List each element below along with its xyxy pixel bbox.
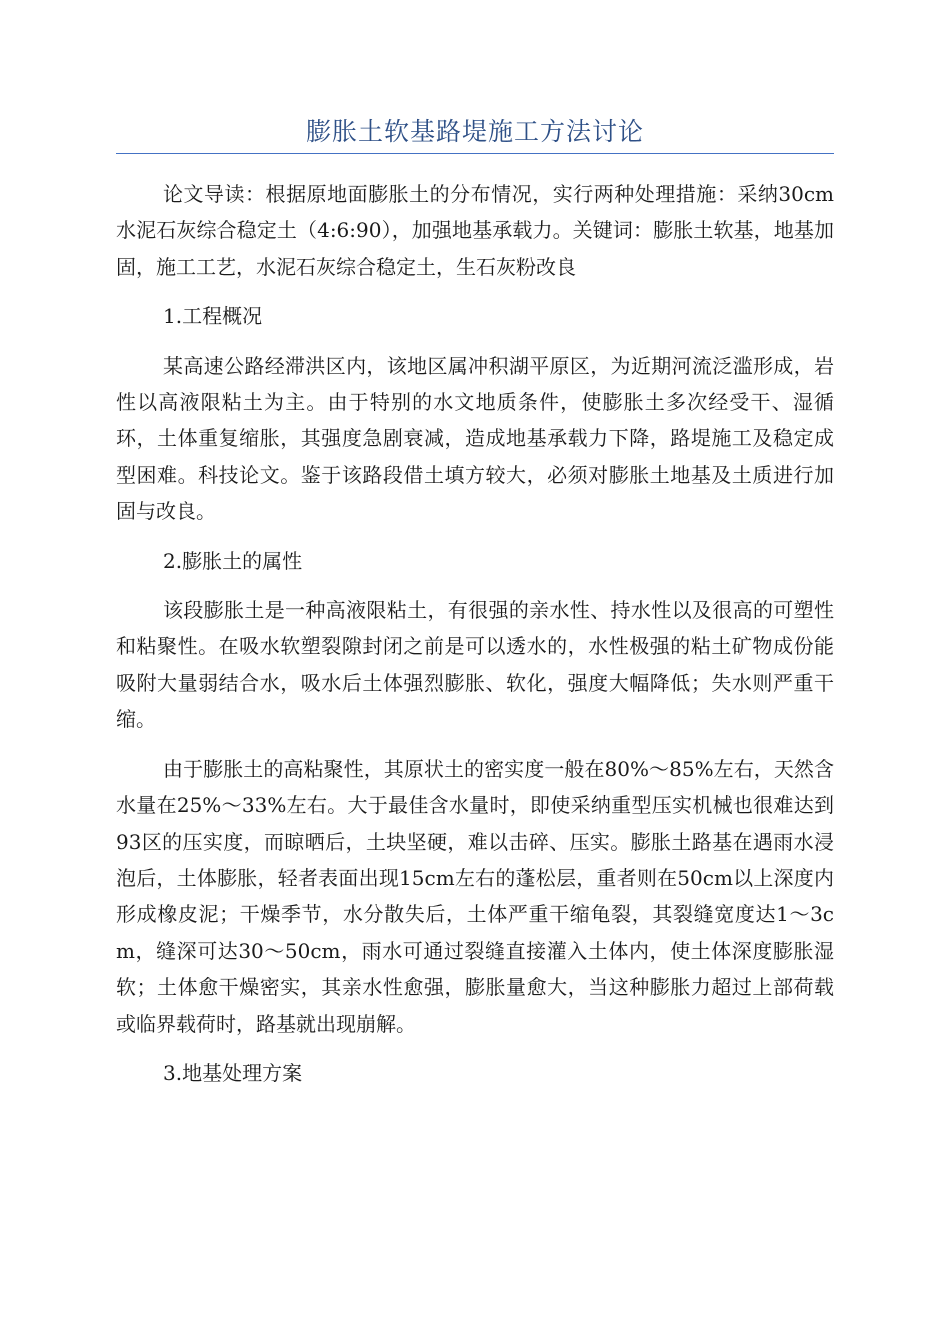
document-title: 膨胀土软基路堤施工方法讨论 xyxy=(305,117,644,146)
paragraph-project-overview: 某高速公路经滞洪区内，该地区属冲积湖平原区，为近期河流泛滥形成，岩性以高液限粘土为主。由于特别的水文地质条件，使膨胀土多次经受干、湿循环，土体重复缩胀，其强度急剧衰减，造成地基承载力下降，路堤施工及稳定成型困难。科技论文。鉴于该路段借土填方较大，必须对膨胀土地基及土质进行加固与改良。 xyxy=(116,353,834,524)
paragraph-abstract: 论文导读：根据原地面膨胀土的分布情况，实行两种处理措施：采纳30cm水泥石灰综合稳定土（4:6:90），加强地基承载力。关键词：膨胀土软基，地基加固，施工工艺，水泥石灰综合稳定土，生石灰粉改良 xyxy=(116,182,834,279)
paragraph-soil-behavior: 由于膨胀土的高粘聚性，其原状土的密实度一般在80%～85%左右，天然含水量在25%～33%左右。大于最佳含水量时，即使采纳重型压实机械也很难达到93区的压实度，而晾晒后，土块坚硬，难以击碎、压实。膨胀土路基在遇雨水浸泡后，土体膨胀，轻者表面出现15cm左右的蓬松层，重者则在50cm以上深度内形成橡皮泥；干燥季节，水分散失后，土体严重干缩龟裂，其裂缝宽度达1～3cm，缝深可达30～50cm，雨水可通过裂缝直接灌入土体内，使土体深度膨胀湿软；土体愈干燥密实，其亲水性愈强，膨胀量愈大，当这种膨胀力超过上部荷载或临界载荷时，路基就出现崩解。 xyxy=(116,756,834,1036)
section-heading-1: 1.工程概况 xyxy=(163,304,263,329)
paragraph-soil-properties: 该段膨胀土是一种高液限粘土，有很强的亲水性、持水性以及很高的可塑性和粘聚性。在吸水软塑裂隙封闭之前是可以透水的，水性极强的粘土矿物成份能吸附大量弱结合水，吸水后土体强烈膨胀、软化，强度大幅降低；失水则严重干缩。 xyxy=(116,598,834,732)
title-underline xyxy=(116,153,834,154)
document-body xyxy=(116,176,834,1104)
section-heading-3: 3.地基处理方案 xyxy=(163,1060,303,1085)
section-heading-2: 2.膨胀土的属性 xyxy=(163,548,303,573)
